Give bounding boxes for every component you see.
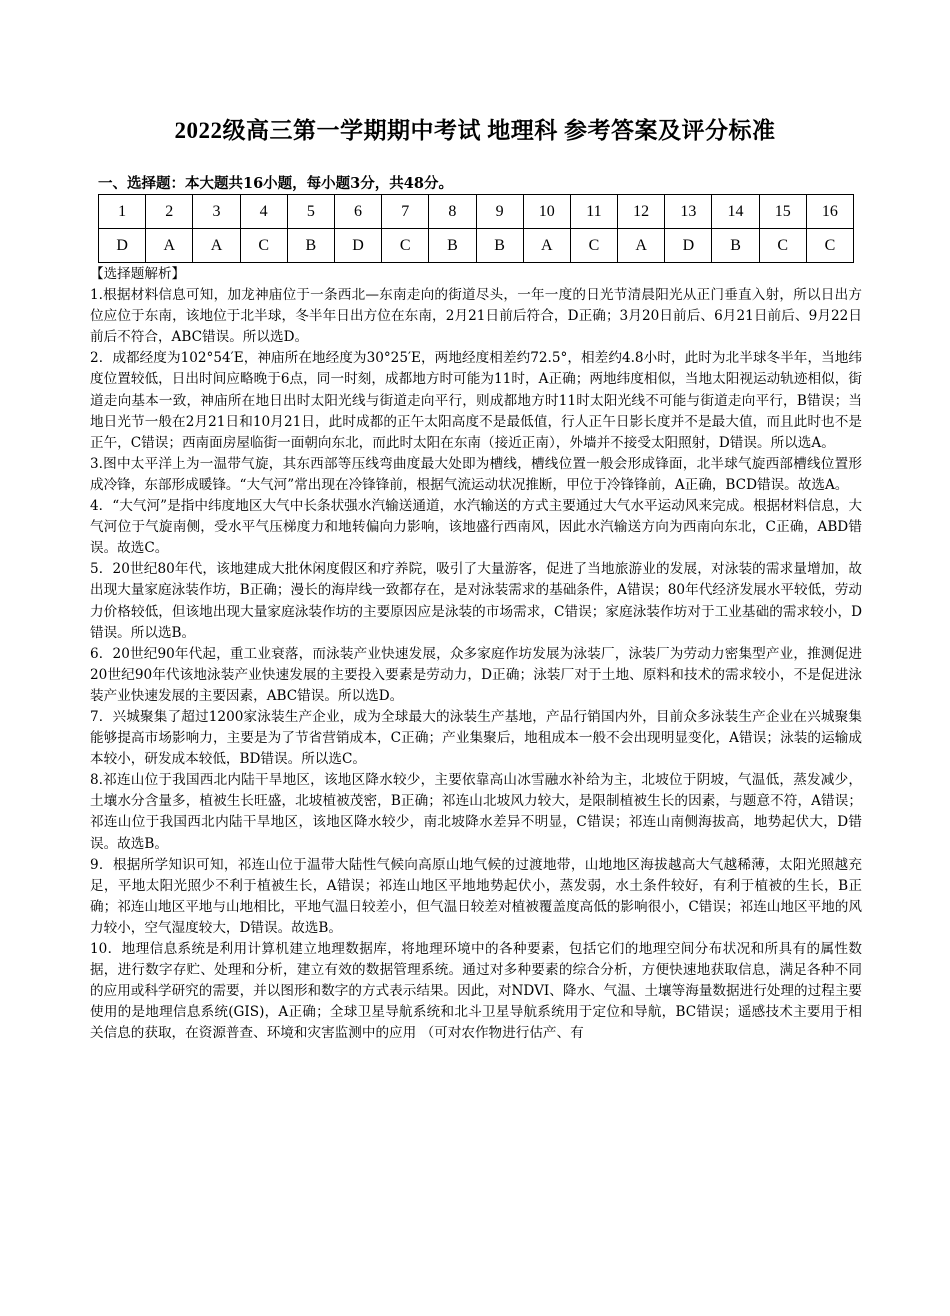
question-number: 12 xyxy=(618,195,665,229)
question-number: 11 xyxy=(570,195,617,229)
question-number: 13 xyxy=(665,195,712,229)
question-number: 9 xyxy=(476,195,523,229)
explanation-paragraph: 10．地理信息系统是利用计算机建立地理数据库，将地理环境中的各种要素，包括它们的地理空间分布状况和所具有的属性数据，进行数字存贮、处理和分析，建立有效的数据管理系统。通过对多种要素的综合分析，方便快速地获取信息，满足各种不同的应用或科学研究的需要，并以图形和数字的方式表示结果。因此，对NDVI、降水、气温、土壤等海量数据进行处理的过程主要使用的是地理信息系统(GIS)，A正确；全球卫星导航系统和北斗卫星导航系统用于定位和导航，BC错误；遥感技术主要用于相关信息的获取，在资源普查、环境和灾害监测中的应用 （可对农作物进行估产、有 xyxy=(90,941,862,1042)
explanation-paragraph: 3.图中太平洋上为一温带气旋，其东西部等压线弯曲度最大处即为槽线，槽线位置一般会形成锋面，北半球气旋西部槽线位置形成冷锋，东部形成暖锋。“大气河”常出现在冷锋锋前，根据气流运动状况推断，甲位于冷锋锋前，A正确，BCD错误。故选A。 xyxy=(90,455,862,493)
answer-cell: D xyxy=(334,229,381,263)
answer-cell: B xyxy=(287,229,334,263)
answer-cell: D xyxy=(99,229,146,263)
answer-cell: B xyxy=(429,229,476,263)
explanation-paragraph: 9．根据所学知识可知，祁连山位于温带大陆性气候向高原山地气候的过渡地带，山地地区海拔越高大气越稀薄，太阳光照越充足，平地太阳光照少不利于植被生长，A错误；祁连山地区平地地势起伏小，蒸发弱，水土条件较好，有利于植被的生长，B正确；祁连山地区平地与山地相比，平地气温日较差小，但气温日较差对植被覆盖度高低的影响很小，C错误；祁连山地区平地的风力较小，空气湿度较大，D错误。故选B。 xyxy=(90,856,862,936)
answer-cell: C xyxy=(240,229,287,263)
question-number: 2 xyxy=(146,195,193,229)
question-number: 15 xyxy=(759,195,806,229)
answer-table xyxy=(98,194,854,263)
explanation-paragraph: 5．20世纪80年代，该地建成大批休闲度假区和疗养院，吸引了大量游客，促进了当地旅游业的发展，对泳装的需求量增加，故出现大量家庭泳装作坊，B正确；漫长的海岸线一致都存在，是对泳装需求的基础条件，A错误；80年代经济发展水平较低，劳动力价格较低，但该地出现大量家庭泳装作坊的主要原因应是泳装的市场需求，C错误；家庭泳装作坊对于工业基础的需求较小，D错误。所以选B。 xyxy=(90,561,862,641)
analysis-body xyxy=(90,264,862,1044)
question-number: 10 xyxy=(523,195,570,229)
explanation-paragraph: 2．成都经度为102°54′E，神庙所在地经度为30°25′E，两地经度相差约72.5°，相差约4.8小时，此时为北半球冬半年，当地纬度位置较低，日出时间应略晚于6点，同一时刻，成都地方时可能为11时，A正确；两地纬度相似，当地太阳视运动轨迹相似，街道走向基本一致，神庙所在地日出时太阳光线与街道走向平行，则成都地方时11时太阳光线不可能与街道走向平行，B错误；当地日光节一般在2月21日和10月21日，此时成都的正午太阳高度不是最低值，行人正午日影长度并不是最大值，而且此时也不是正午，C错误；西南面房屋临街一面朝向东北，而此时太阳在东南（接近正南），外墙并不接受太阳照射，D错误。所以选A。 xyxy=(90,350,862,451)
question-number: 14 xyxy=(712,195,759,229)
question-number: 4 xyxy=(240,195,287,229)
answer-cell: A xyxy=(146,229,193,263)
analysis-label: 【选择题解析】 xyxy=(90,266,186,282)
question-number: 8 xyxy=(429,195,476,229)
answer-cell: A xyxy=(523,229,570,263)
explanation-paragraph: 1.根据材料信息可知，加龙神庙位于一条西北—东南走向的街道尽头，一年一度的日光节清晨阳光从正门垂直入射，所以日出方位应位于东南，该地位于北半球，冬半年日出方位在东南，2月21日前后符合，D正确；3月20日前后、6月21日前后、9月22日前后不符合，ABC错误。所以选D。 xyxy=(90,287,862,346)
page-title: 2022级高三第一学期期中考试 地理科 参考答案及评分标准 xyxy=(174,118,776,143)
question-number: 6 xyxy=(334,195,381,229)
answer-cell: C xyxy=(382,229,429,263)
question-number: 3 xyxy=(193,195,240,229)
answer-cell: D xyxy=(665,229,712,263)
explanation-paragraph: 7．兴城聚集了超过1200家泳装生产企业，成为全球最大的泳装生产基地，产品行销国内外，目前众多泳装生产企业在兴城聚集能够提高市场影响力，主要是为了节省营销成本，C正确；产业集聚后，地租成本一般不会出现明显变化，A错误；泳装的运输成本较小，研发成本较低，BD错误。所以选C。 xyxy=(90,708,862,768)
section-heading: 一、选择题：本大题共16小题，每小题3分，共48分。 xyxy=(98,175,453,192)
question-number: 16 xyxy=(806,195,853,229)
explanation-paragraph: 6．20世纪90年代起，重工业衰落，而泳装产业快速发展，众多家庭作坊发展为泳装厂，泳装厂为劳动力密集型产业，推测促进20世纪90年代该地泳装产业快速发展的主要投入要素是劳动力，D正确；泳装厂对于土地、原料和技术的需求较小，不是促进泳装产业快速发展的主要因素，ABC错误。所以选D。 xyxy=(90,645,862,704)
answer-row xyxy=(99,229,854,263)
explanation-paragraph: 4．“大气河”是指中纬度地区大气中长条状强水汽输送通道，水汽输送的方式主要通过大气水平运动风来完成。根据材料信息，大气河位于气旋南侧，受水平气压梯度力和地转偏向力影响，该地盛行西南风，因此水汽输送方向为西南向东北，C正确，ABD错误。故选C。 xyxy=(90,498,862,557)
question-number-row xyxy=(99,195,854,229)
answer-cell: C xyxy=(759,229,806,263)
question-number: 7 xyxy=(382,195,429,229)
question-number: 1 xyxy=(99,195,146,229)
answer-cell: A xyxy=(618,229,665,263)
answer-cell: B xyxy=(476,229,523,263)
question-number: 5 xyxy=(287,195,334,229)
explanation-paragraph: 8.祁连山位于我国西北内陆干旱地区，该地区降水较少，主要依靠高山冰雪融水补给为主，北坡位于阴坡，气温低，蒸发减少，土壤水分含量多，植被生长旺盛，北坡植被茂密，B正确；祁连山北坡风力较大，是限制植被生长的因素，与题意不符，A错误；祁连山位于我国西北内陆干旱地区，该地区降水较少，南北坡降水差异不明显，C错误；祁连山南侧海拔高，地势起伏大，D错误。故选B。 xyxy=(90,772,862,852)
answer-cell: C xyxy=(570,229,617,263)
answer-cell: C xyxy=(806,229,853,263)
answer-cell: A xyxy=(193,229,240,263)
answer-cell: B xyxy=(712,229,759,263)
